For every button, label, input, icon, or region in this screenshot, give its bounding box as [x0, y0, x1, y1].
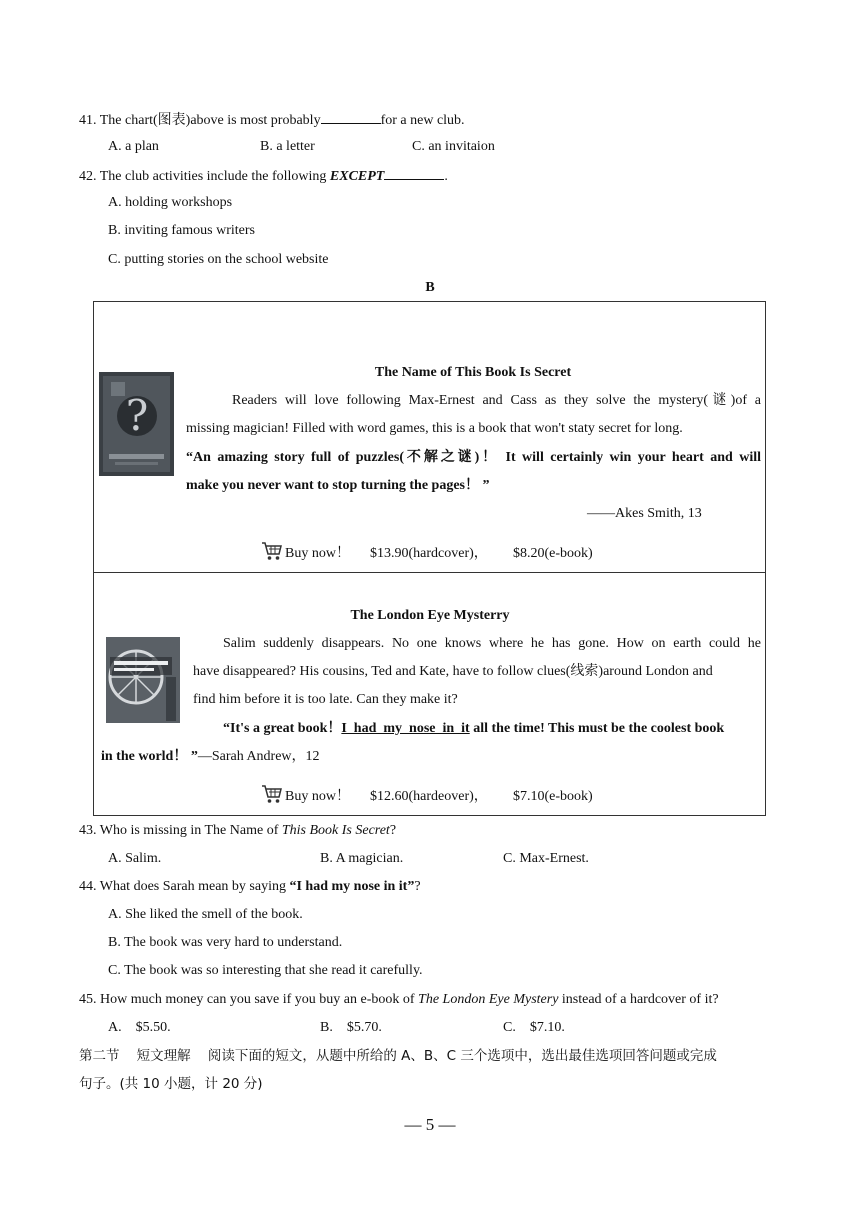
- book2-cover-image: [106, 637, 180, 723]
- svg-text:?: ?: [125, 391, 149, 440]
- q42-option-c: C. putting stories on the school website: [108, 252, 329, 267]
- book1-price-ebook: $8.20(e-book): [513, 546, 593, 561]
- book1-quote-line2: make you never want to stop turning the pages！ ”: [186, 478, 490, 493]
- q45-option-c: C. $7.10.: [503, 1020, 565, 1035]
- q43-option-a: A. Salim.: [108, 851, 162, 866]
- q41-option-a: A. a plan: [108, 139, 159, 154]
- q45-stem: 45. How much money can you save if you buy an e-book of The London Eye Mystery instead of a hardcover of it?: [79, 992, 719, 1007]
- book2-title: The London Eye Mysterry: [350, 608, 510, 623]
- q44-stem: 44. What does Sarah mean by saying “I had my nose in it”?: [79, 879, 421, 894]
- book1-desc-line1: Readers will love following Max-Ernest and Cass as they solve the mystery(谜)of a: [232, 393, 761, 408]
- book2-desc-line1: Salim suddenly disappears. No one knows where he has gone. How on earth could he: [223, 636, 761, 651]
- book1-quote-line1: “An amazing story full of puzzles(不解之谜)！ It will certainly win your heart and will: [186, 450, 761, 465]
- q44-option-a: A. She liked the smell of the book.: [108, 907, 303, 922]
- shopping-cart-icon[interactable]: [261, 784, 283, 810]
- book1-reviewer: ——Akes Smith, 13: [587, 506, 702, 521]
- book2-desc-line3: find him before it is too late. Can they make it?: [193, 692, 458, 707]
- q42-option-b: B. inviting famous writers: [108, 223, 255, 238]
- answer-blank: [321, 110, 381, 124]
- q41-stem: 41. The chart(图表)above is most probably for a new club.: [79, 110, 465, 130]
- q41-option-b: B. a letter: [260, 139, 315, 154]
- book2-price-ebook: $7.10(e-book): [513, 789, 593, 804]
- q45-option-a: A. $5.50.: [108, 1020, 171, 1035]
- book1-buy-button[interactable]: Buy now！: [285, 546, 350, 561]
- q42-stem: 42. The club activities include the following EXCEPT .: [79, 166, 448, 186]
- section-label: B: [425, 280, 435, 295]
- q44-option-b: B. The book was very hard to understand.: [108, 935, 343, 950]
- book2-buy-button[interactable]: Buy now！: [285, 789, 350, 804]
- q42-option-a: A. holding workshops: [108, 195, 233, 210]
- page-number: — 5 —: [404, 1115, 456, 1134]
- answer-blank: [384, 166, 444, 180]
- q43-option-c: C. Max-Ernest.: [503, 851, 589, 866]
- shopping-cart-icon[interactable]: [261, 541, 283, 567]
- book2-buy-row: [261, 784, 350, 810]
- book1-cover-image: [99, 372, 174, 476]
- q43-option-b: B. A magician.: [320, 851, 404, 866]
- section2-instructions-line2: 句子。(共 10 小题，计 20 分): [79, 1076, 263, 1092]
- book2-quote-line1: “It's a great book！I had my nose in it all the time! This must be the coolest book: [223, 721, 725, 736]
- book2-price-hardcover: $12.60(hardeover)，: [370, 789, 488, 804]
- q44-option-c: C. The book was so interesting that she read it carefully.: [108, 963, 423, 978]
- section2-instructions-line1: 第二节 短文理解 阅读下面的短文，从题中所给的 A、B、C 三个选项中，选出最佳选项回答问题或完成: [79, 1048, 717, 1064]
- q43-stem: 43. Who is missing in The Name of This Book Is Secret?: [79, 823, 397, 838]
- book2-desc-line2: have disappeared? His cousins, Ted and Kate, have to follow clues(线索)around London and: [193, 664, 713, 679]
- book1-price-hardcover: $13.90(hardcover)，: [370, 546, 488, 561]
- book2-quote-line2: in the world！ ”—Sarah Andrew，12: [101, 749, 320, 764]
- book1-desc-line2: missing magician! Filled with word games, this is a book that won't staty secret for long.: [186, 421, 683, 436]
- book1-buy-row: [261, 541, 350, 567]
- book1-title: The Name of This Book Is Secret: [374, 365, 572, 380]
- q45-option-b: B. $5.70.: [320, 1020, 382, 1035]
- q41-option-c: C. an invitaion: [412, 139, 495, 154]
